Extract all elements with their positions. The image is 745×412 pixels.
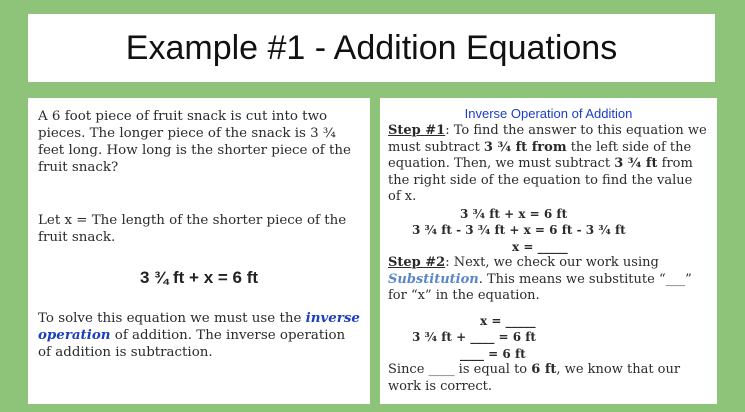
equation-line-1: 3 ¾ ft + x = 6 ft xyxy=(460,206,568,221)
step1-label: Step #1 xyxy=(388,123,446,138)
solve-explanation: To solve this equation we must use the inverse operation of addition. The inverse operation of addition is subtraction. xyxy=(38,310,360,360)
variable-definition: Let x = The length of the shorter piece of the fruit snack. xyxy=(38,213,347,245)
step1-text: Step #1: To find the answer to this equation we must subtract 3 ¾ ft from the left side of the equation. Then, we must subtract 3 ¾ ft from the right side of the equation to find the value of x. xyxy=(388,123,707,204)
problem-text: A 6 foot piece of fruit snack is cut into two pieces. The longer piece of the snack is 3 ¾ feet long. How long is the shorter piece of the fruit snack? xyxy=(38,109,351,175)
title-box xyxy=(28,14,715,82)
problem-panel xyxy=(28,98,370,404)
equation-line-3: x = _____ xyxy=(512,239,568,254)
step2-text: Step #2: Next, we check our work using Substitution. This means we substitute “___” for “x” in the equation. xyxy=(388,255,692,303)
conclusion-text: Since ____ is equal to 6 ft, we know that our work is correct. xyxy=(388,362,681,394)
solution-panel xyxy=(380,98,717,404)
equation-line-2: 3 ¾ ft - 3 ¾ ft + x = 6 ft - 3 ¾ ft xyxy=(412,223,626,237)
check-line-1: x = _____ xyxy=(480,313,536,328)
substitution-keyword: Substitution xyxy=(388,271,479,287)
check-line-3: ____ = 6 ft xyxy=(460,346,526,361)
inverse-operation-keyword: inverse operation xyxy=(38,310,360,343)
solution-title: Inverse Operation of Addition xyxy=(464,106,633,121)
check-line-2: 3 ¾ ft + ____ = 6 ft xyxy=(412,330,536,344)
main-equation: 3 ¾ ft + x = 6 ft xyxy=(139,268,259,287)
step2-label: Step #2 xyxy=(388,255,446,270)
page-title: Example #1 - Addition Equations xyxy=(125,28,618,67)
